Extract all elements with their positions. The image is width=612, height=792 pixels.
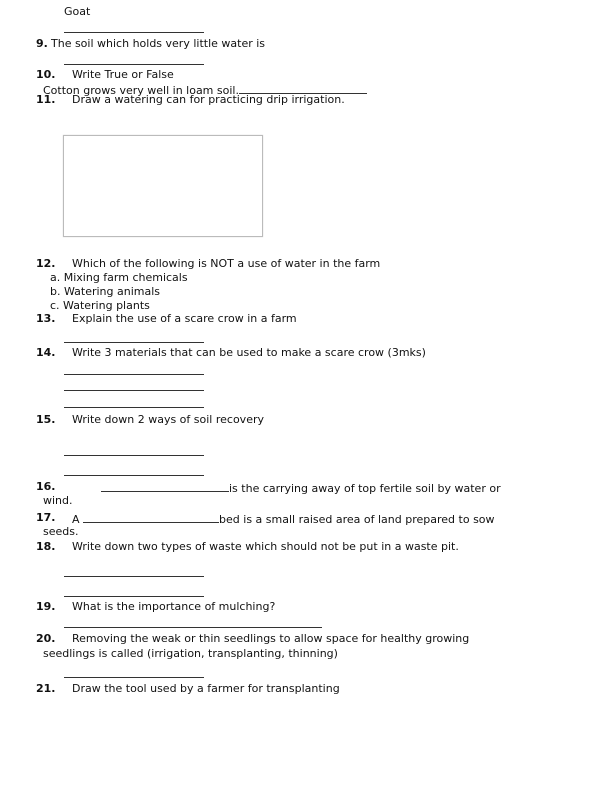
question-number: 14. — [36, 346, 56, 359]
option-b: b. Watering animals — [50, 285, 161, 298]
question-text: is the carrying away of top fertile soil by water or — [229, 482, 501, 495]
drawing-box[interactable] — [63, 135, 263, 237]
answer-line[interactable] — [64, 627, 322, 628]
question-18: Write down two types of waste which should not be put in a waste pit. — [72, 540, 459, 553]
option-c: c. Watering plants — [50, 299, 150, 312]
question-number: 12. — [36, 257, 56, 270]
question-13: Explain the use of a scare crow in a farm — [72, 312, 297, 325]
question-number: 20. — [36, 632, 56, 645]
question-15: Write down 2 ways of soil recovery — [72, 413, 264, 426]
question-21: Draw the tool used by a farmer for transplanting — [72, 682, 340, 695]
question-20: Removing the weak or thin seedlings to allow space for healthy growing — [72, 632, 470, 645]
question-number: 10. — [36, 68, 56, 81]
question-number: 18. — [36, 540, 56, 553]
goat-option: Goat — [64, 5, 91, 18]
answer-line[interactable] — [64, 64, 204, 65]
question-number: 15. — [36, 413, 56, 426]
question-14: Write 3 materials that can be used to make a scare crow (3mks) — [72, 346, 426, 359]
question-text: bed is a small raised area of land prepared to sow — [219, 513, 495, 526]
question-number: 16. — [36, 480, 56, 493]
question-11: Draw a watering can for practicing drip irrigation. — [72, 93, 345, 106]
question-17 — [72, 511, 495, 527]
question-19: What is the importance of mulching? — [72, 600, 276, 613]
answer-line[interactable] — [64, 576, 204, 577]
question-number: 21. — [36, 682, 56, 695]
question-17-cont: seeds. — [43, 525, 79, 538]
answer-line[interactable] — [64, 407, 204, 408]
answer-line[interactable] — [64, 455, 204, 456]
statement-text: Cotton grows very well in loam soil. — [43, 84, 239, 97]
question-10: Write True or False — [72, 68, 174, 81]
question-12: Which of the following is NOT a use of water in the farm — [72, 257, 381, 270]
answer-line[interactable] — [64, 677, 204, 678]
question-number: 19. — [36, 600, 56, 613]
question-20-cont: seedlings is called (irrigation, transplanting, thinning) — [43, 647, 338, 660]
answer-line[interactable] — [64, 32, 204, 33]
question-number: 9. — [36, 37, 48, 50]
question-9: The soil which holds very little water is — [51, 37, 266, 50]
option-a: a. Mixing farm chemicals — [50, 271, 188, 284]
question-16-cont: wind. — [43, 494, 73, 507]
question-number: 11. — [36, 93, 56, 106]
answer-line[interactable] — [64, 374, 204, 375]
question-number: 13. — [36, 312, 56, 325]
answer-line[interactable] — [64, 475, 204, 476]
answer-blank[interactable] — [101, 480, 229, 492]
question-16 — [101, 480, 501, 496]
answer-line[interactable] — [64, 342, 204, 343]
question-prefix: A — [72, 513, 80, 526]
answer-line[interactable] — [64, 390, 204, 391]
question-number: 17. — [36, 511, 56, 524]
answer-line[interactable] — [64, 596, 204, 597]
answer-blank[interactable] — [83, 511, 219, 523]
